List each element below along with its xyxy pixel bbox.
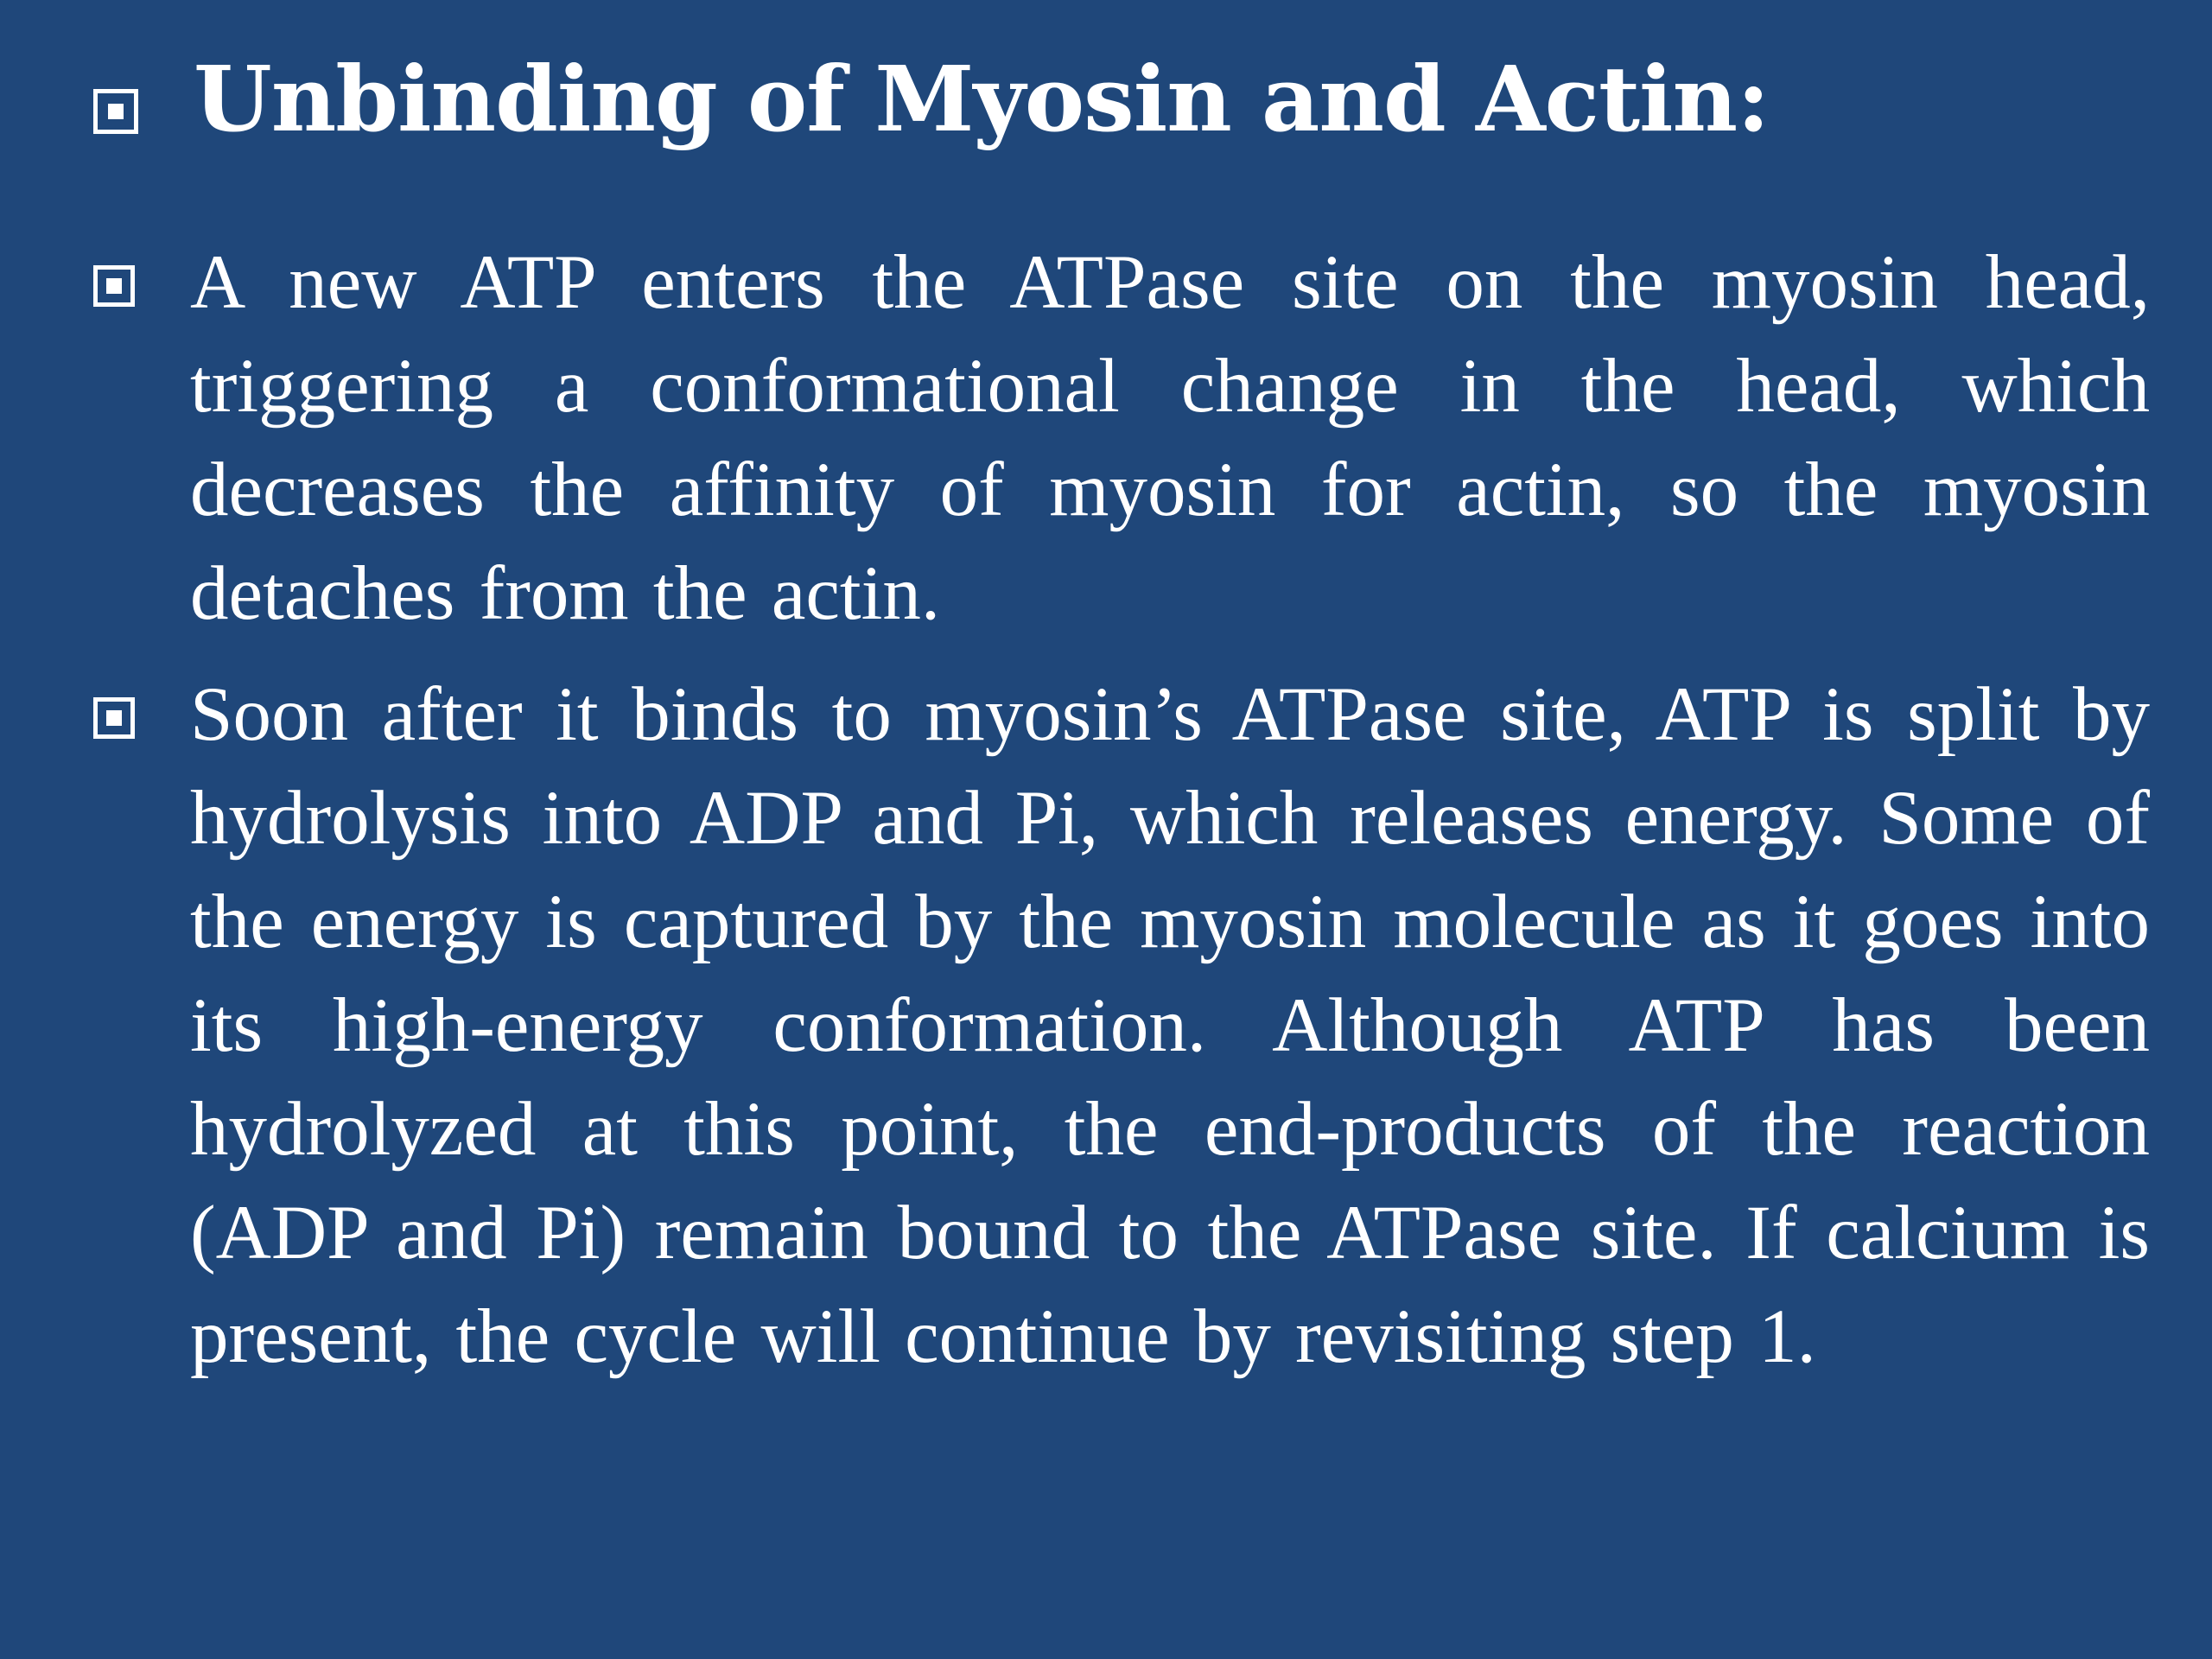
bullet-item xyxy=(93,231,2150,645)
square-bullet-icon xyxy=(93,89,138,134)
bullet-text: A new ATP enters the ATPase site on the myosin head, triggering a conformational change in the head, which decreases the affinity of myosin for actin, so the myosin detaches from the actin. xyxy=(190,240,2150,636)
square-bullet-icon xyxy=(93,697,135,739)
heading-row xyxy=(93,48,2150,151)
bullet-text: Soon after it binds to myosin’s ATPase site, ATP is split by hydrolysis into ADP and Pi, which releases energy. Some of the energy is captured by the myosin molecule as it goes into its high-energy conformation. Although ATP has been hydrolyzed at this point, the end-products of the reaction (ADP and Pi) remain bound to the ATPase site. If calcium is present, the cycle will continue by revisiting step 1. xyxy=(190,672,2150,1379)
slide-heading: Unbinding of Myosin and Actin: xyxy=(194,46,1770,152)
bullet-item xyxy=(93,663,2150,1389)
square-bullet-icon xyxy=(93,265,135,307)
